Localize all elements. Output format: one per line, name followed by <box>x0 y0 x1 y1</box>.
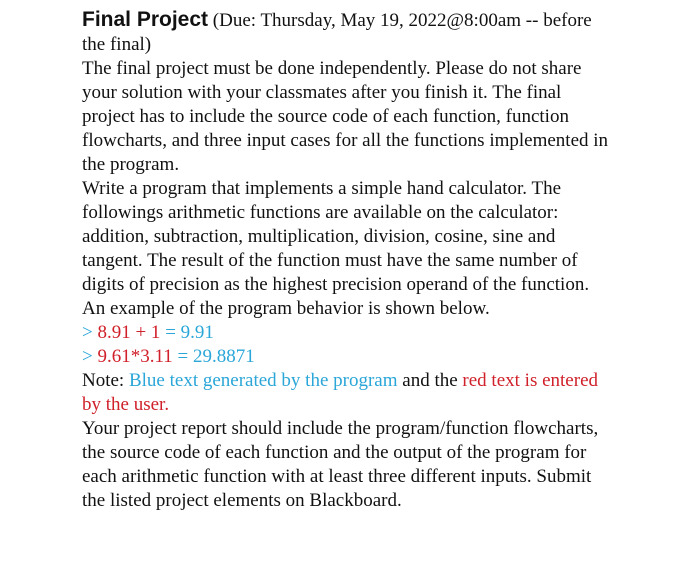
example-prompt: > <box>82 322 98 343</box>
note-paragraph <box>82 369 612 417</box>
note-middle: and the <box>397 370 463 391</box>
example-input: 8.91 + 1 <box>97 322 161 343</box>
example-prompt: > <box>82 346 98 367</box>
example-line-1 <box>82 321 612 345</box>
document-body <box>82 8 612 513</box>
example-input: 9.61*3.11 <box>97 346 173 367</box>
example-line-2 <box>82 345 612 369</box>
page-title: Final Project <box>82 8 209 31</box>
task-paragraph: Write a program that implements a simple hand calculator. The followings arithmetic functions are available on the calculator: addition, subtraction, multiplication, division, cosine, sine and tangent. The result of the function must have the same number of digits of precision as the highest precision operand of the function. An example of the program behavior is shown below. <box>82 178 590 319</box>
due-date: (Due: Thursday, May 19, 2022@8:00am -- before the final) <box>82 10 592 55</box>
note-red-text: red text is entered by the user. <box>82 370 599 415</box>
note-blue-text: Blue text generated by the program <box>128 370 398 391</box>
heading-line <box>82 8 612 57</box>
report-paragraph: Your project report should include the program/function flowcharts, the source code of each function and the output of the program for each arithmetic function with at least three different inputs. Submit the listed project elements on Blackboard. <box>82 418 599 511</box>
intro-paragraph: The final project must be done independently. Please do not share your solution with your classmates after you finish it. The final project has to include the source code of each function, function flowcharts, and three input cases for all the functions implemented in the program. <box>82 58 609 175</box>
example-output: = 9.91 <box>160 322 214 343</box>
example-output: = 29.8871 <box>172 346 255 367</box>
note-label: Note: <box>82 370 129 391</box>
